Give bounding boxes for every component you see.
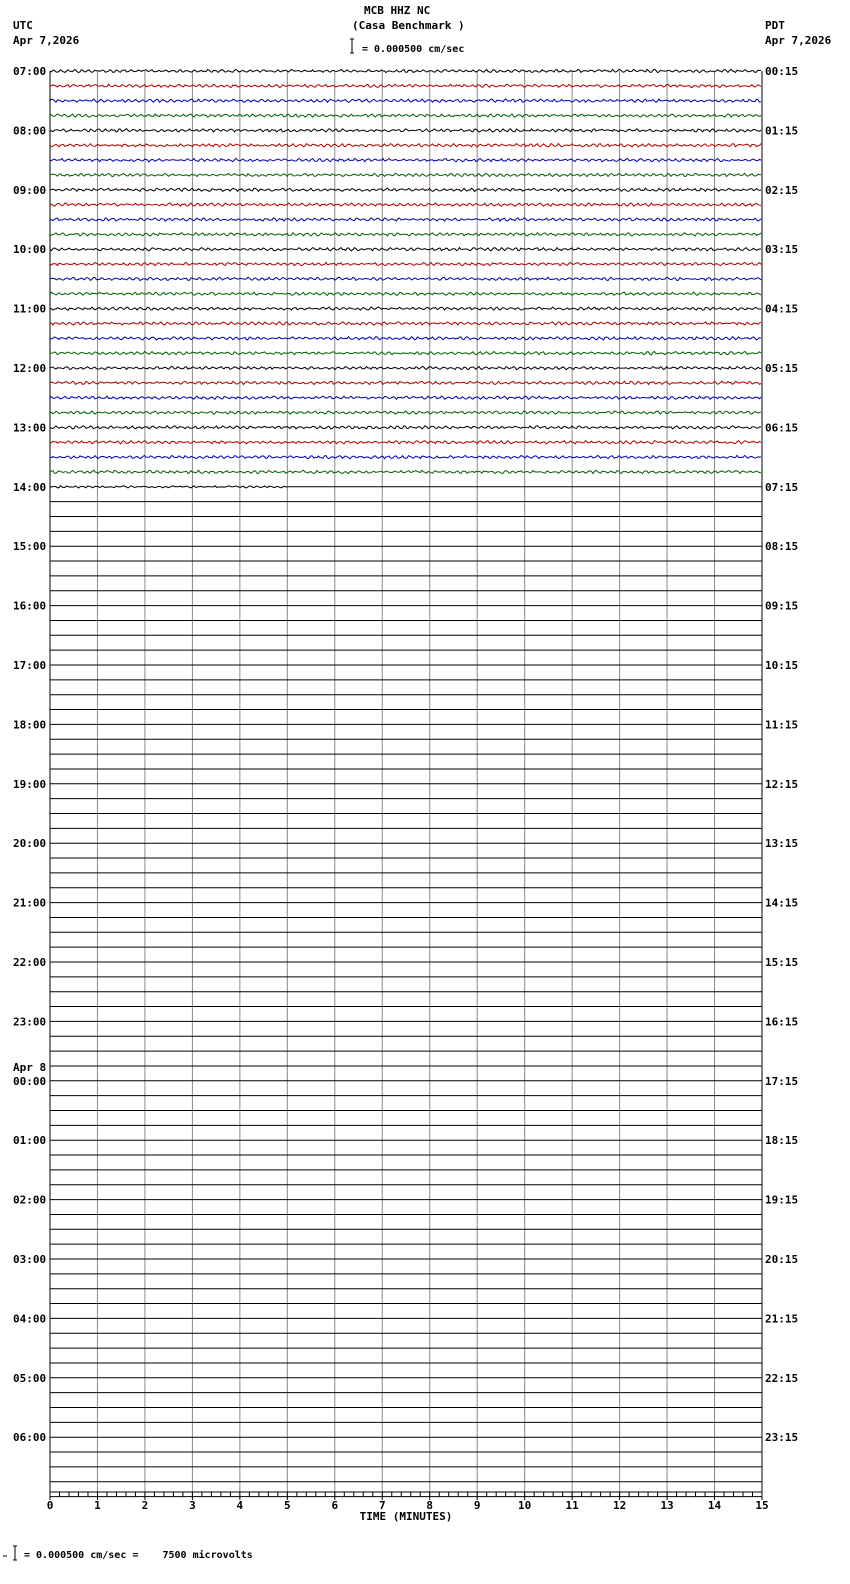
trace-line xyxy=(50,292,761,295)
trace-line xyxy=(50,486,287,488)
trace-line xyxy=(50,99,761,102)
trace-line xyxy=(50,337,761,340)
x-tick-label: 0 xyxy=(46,1499,54,1512)
trace-line xyxy=(50,248,761,251)
pdt-hour-label: 06:15 xyxy=(765,421,799,435)
scale-label: = 0.000500 cm/sec xyxy=(362,44,465,55)
trace-line xyxy=(50,144,761,147)
x-tick-label: 11 xyxy=(565,1499,579,1512)
x-tick-label: 15 xyxy=(755,1499,769,1512)
x-tick-label: 4 xyxy=(236,1499,244,1512)
x-tick-label: 5 xyxy=(284,1499,291,1512)
x-tick-label: 9 xyxy=(473,1499,481,1512)
trace-line xyxy=(50,69,761,72)
trace-line xyxy=(50,277,761,280)
pdt-hour-label: 04:15 xyxy=(765,302,799,316)
pdt-hour-label: 18:15 xyxy=(765,1134,799,1148)
pdt-hour-label: 09:15 xyxy=(765,599,799,613)
left-date: Apr 7,2026 xyxy=(13,34,80,47)
pdt-hour-label: 01:15 xyxy=(765,124,799,138)
date-change-label: Apr 8 xyxy=(13,1060,47,1074)
utc-hour-label: 12:00 xyxy=(13,362,47,375)
utc-hour-label: 04:00 xyxy=(13,1312,47,1326)
trace-line xyxy=(50,114,761,117)
pdt-hour-label: 22:15 xyxy=(765,1371,799,1385)
utc-hour-label: 06:00 xyxy=(13,1431,47,1445)
pdt-hour-label: 02:15 xyxy=(765,183,799,197)
pdt-hour-label: 17:15 xyxy=(765,1074,799,1088)
utc-hour-label: 01:00 xyxy=(13,1134,47,1148)
pdt-hour-label: 03:15 xyxy=(765,243,799,257)
x-tick-label: 13 xyxy=(660,1499,674,1512)
utc-hour-label: 15:00 xyxy=(13,540,47,554)
trace-line xyxy=(50,441,761,444)
utc-hour-label: 07:00 xyxy=(13,65,47,78)
left-timezone: UTC xyxy=(13,19,33,32)
trace-line xyxy=(50,455,761,458)
trace-line xyxy=(50,262,761,265)
x-tick-label: 7 xyxy=(378,1499,386,1512)
trace-line xyxy=(50,129,761,132)
utc-hour-label: 20:00 xyxy=(13,837,47,851)
utc-hour-label: 19:00 xyxy=(13,777,47,791)
utc-hour-label: 00:00 xyxy=(13,1074,47,1088)
x-axis-label: TIME (MINUTES) xyxy=(359,1510,453,1523)
utc-hour-label: 22:00 xyxy=(13,956,47,969)
location-title: (Casa Benchmark ) xyxy=(352,19,465,32)
x-tick-label: 3 xyxy=(189,1499,196,1512)
utc-hour-label: 21:00 xyxy=(13,896,47,910)
pdt-hour-label: 23:15 xyxy=(765,1431,799,1445)
trace-line xyxy=(50,188,761,191)
trace-line xyxy=(50,352,761,355)
trace-line xyxy=(50,322,761,325)
pdt-hour-label: 15:15 xyxy=(765,956,799,969)
trace-line xyxy=(50,411,761,414)
pdt-hour-label: 00:15 xyxy=(765,65,799,78)
pdt-hour-label: 11:15 xyxy=(765,718,799,732)
utc-hour-label: 03:00 xyxy=(13,1253,47,1266)
trace-line xyxy=(50,173,761,176)
trace-line xyxy=(50,396,761,399)
x-tick-label: 6 xyxy=(331,1499,339,1512)
pdt-hour-label: 08:15 xyxy=(765,540,799,554)
utc-hour-label: 09:00 xyxy=(13,183,47,197)
trace-line xyxy=(50,470,761,473)
trace-line xyxy=(50,366,761,369)
pdt-hour-label: 10:15 xyxy=(765,659,799,672)
trace-line xyxy=(50,307,761,310)
x-tick-label: 10 xyxy=(518,1499,532,1512)
utc-hour-label: 13:00 xyxy=(13,421,47,435)
trace-line xyxy=(50,218,761,221)
utc-hour-label: 23:00 xyxy=(13,1015,47,1029)
trace-line xyxy=(50,203,761,206)
utc-hour-label: 02:00 xyxy=(13,1193,47,1207)
station-title: MCB HHZ NC xyxy=(364,4,431,17)
trace-line xyxy=(50,84,761,87)
utc-hour-label: 16:00 xyxy=(13,599,47,613)
pdt-hour-label: 12:15 xyxy=(765,777,799,791)
x-tick-label: 12 xyxy=(612,1499,627,1512)
trace-line xyxy=(50,381,761,384)
trace-line xyxy=(50,158,761,161)
x-tick-label: 1 xyxy=(94,1499,101,1512)
pdt-hour-label: 20:15 xyxy=(765,1253,799,1266)
right-date: Apr 7,2026 xyxy=(765,34,832,47)
utc-hour-label: 10:00 xyxy=(13,243,47,257)
utc-hour-label: 11:00 xyxy=(13,302,47,316)
utc-hour-label: 14:00 xyxy=(13,480,47,494)
utc-hour-label: 08:00 xyxy=(13,124,47,138)
pdt-hour-label: 21:15 xyxy=(765,1312,799,1326)
calibration-label: = 0.000500 cm/sec = 7500 microvolts xyxy=(24,1550,253,1561)
utc-hour-label: 17:00 xyxy=(13,659,47,672)
pdt-hour-label: 07:15 xyxy=(765,480,799,494)
utc-hour-label: 18:00 xyxy=(13,718,47,732)
right-timezone: PDT xyxy=(765,19,785,32)
trace-line xyxy=(50,233,761,236)
pdt-hour-label: 16:15 xyxy=(765,1015,799,1029)
x-tick-label: 14 xyxy=(707,1499,722,1512)
pdt-hour-label: 13:15 xyxy=(765,837,799,851)
pdt-hour-label: 05:15 xyxy=(765,362,799,375)
trace-line xyxy=(50,426,761,429)
pdt-hour-label: 19:15 xyxy=(765,1193,799,1207)
x-tick-label: 8 xyxy=(426,1499,434,1512)
pdt-hour-label: 14:15 xyxy=(765,896,799,910)
x-tick-label: 2 xyxy=(141,1499,149,1512)
utc-hour-label: 05:00 xyxy=(13,1371,47,1385)
